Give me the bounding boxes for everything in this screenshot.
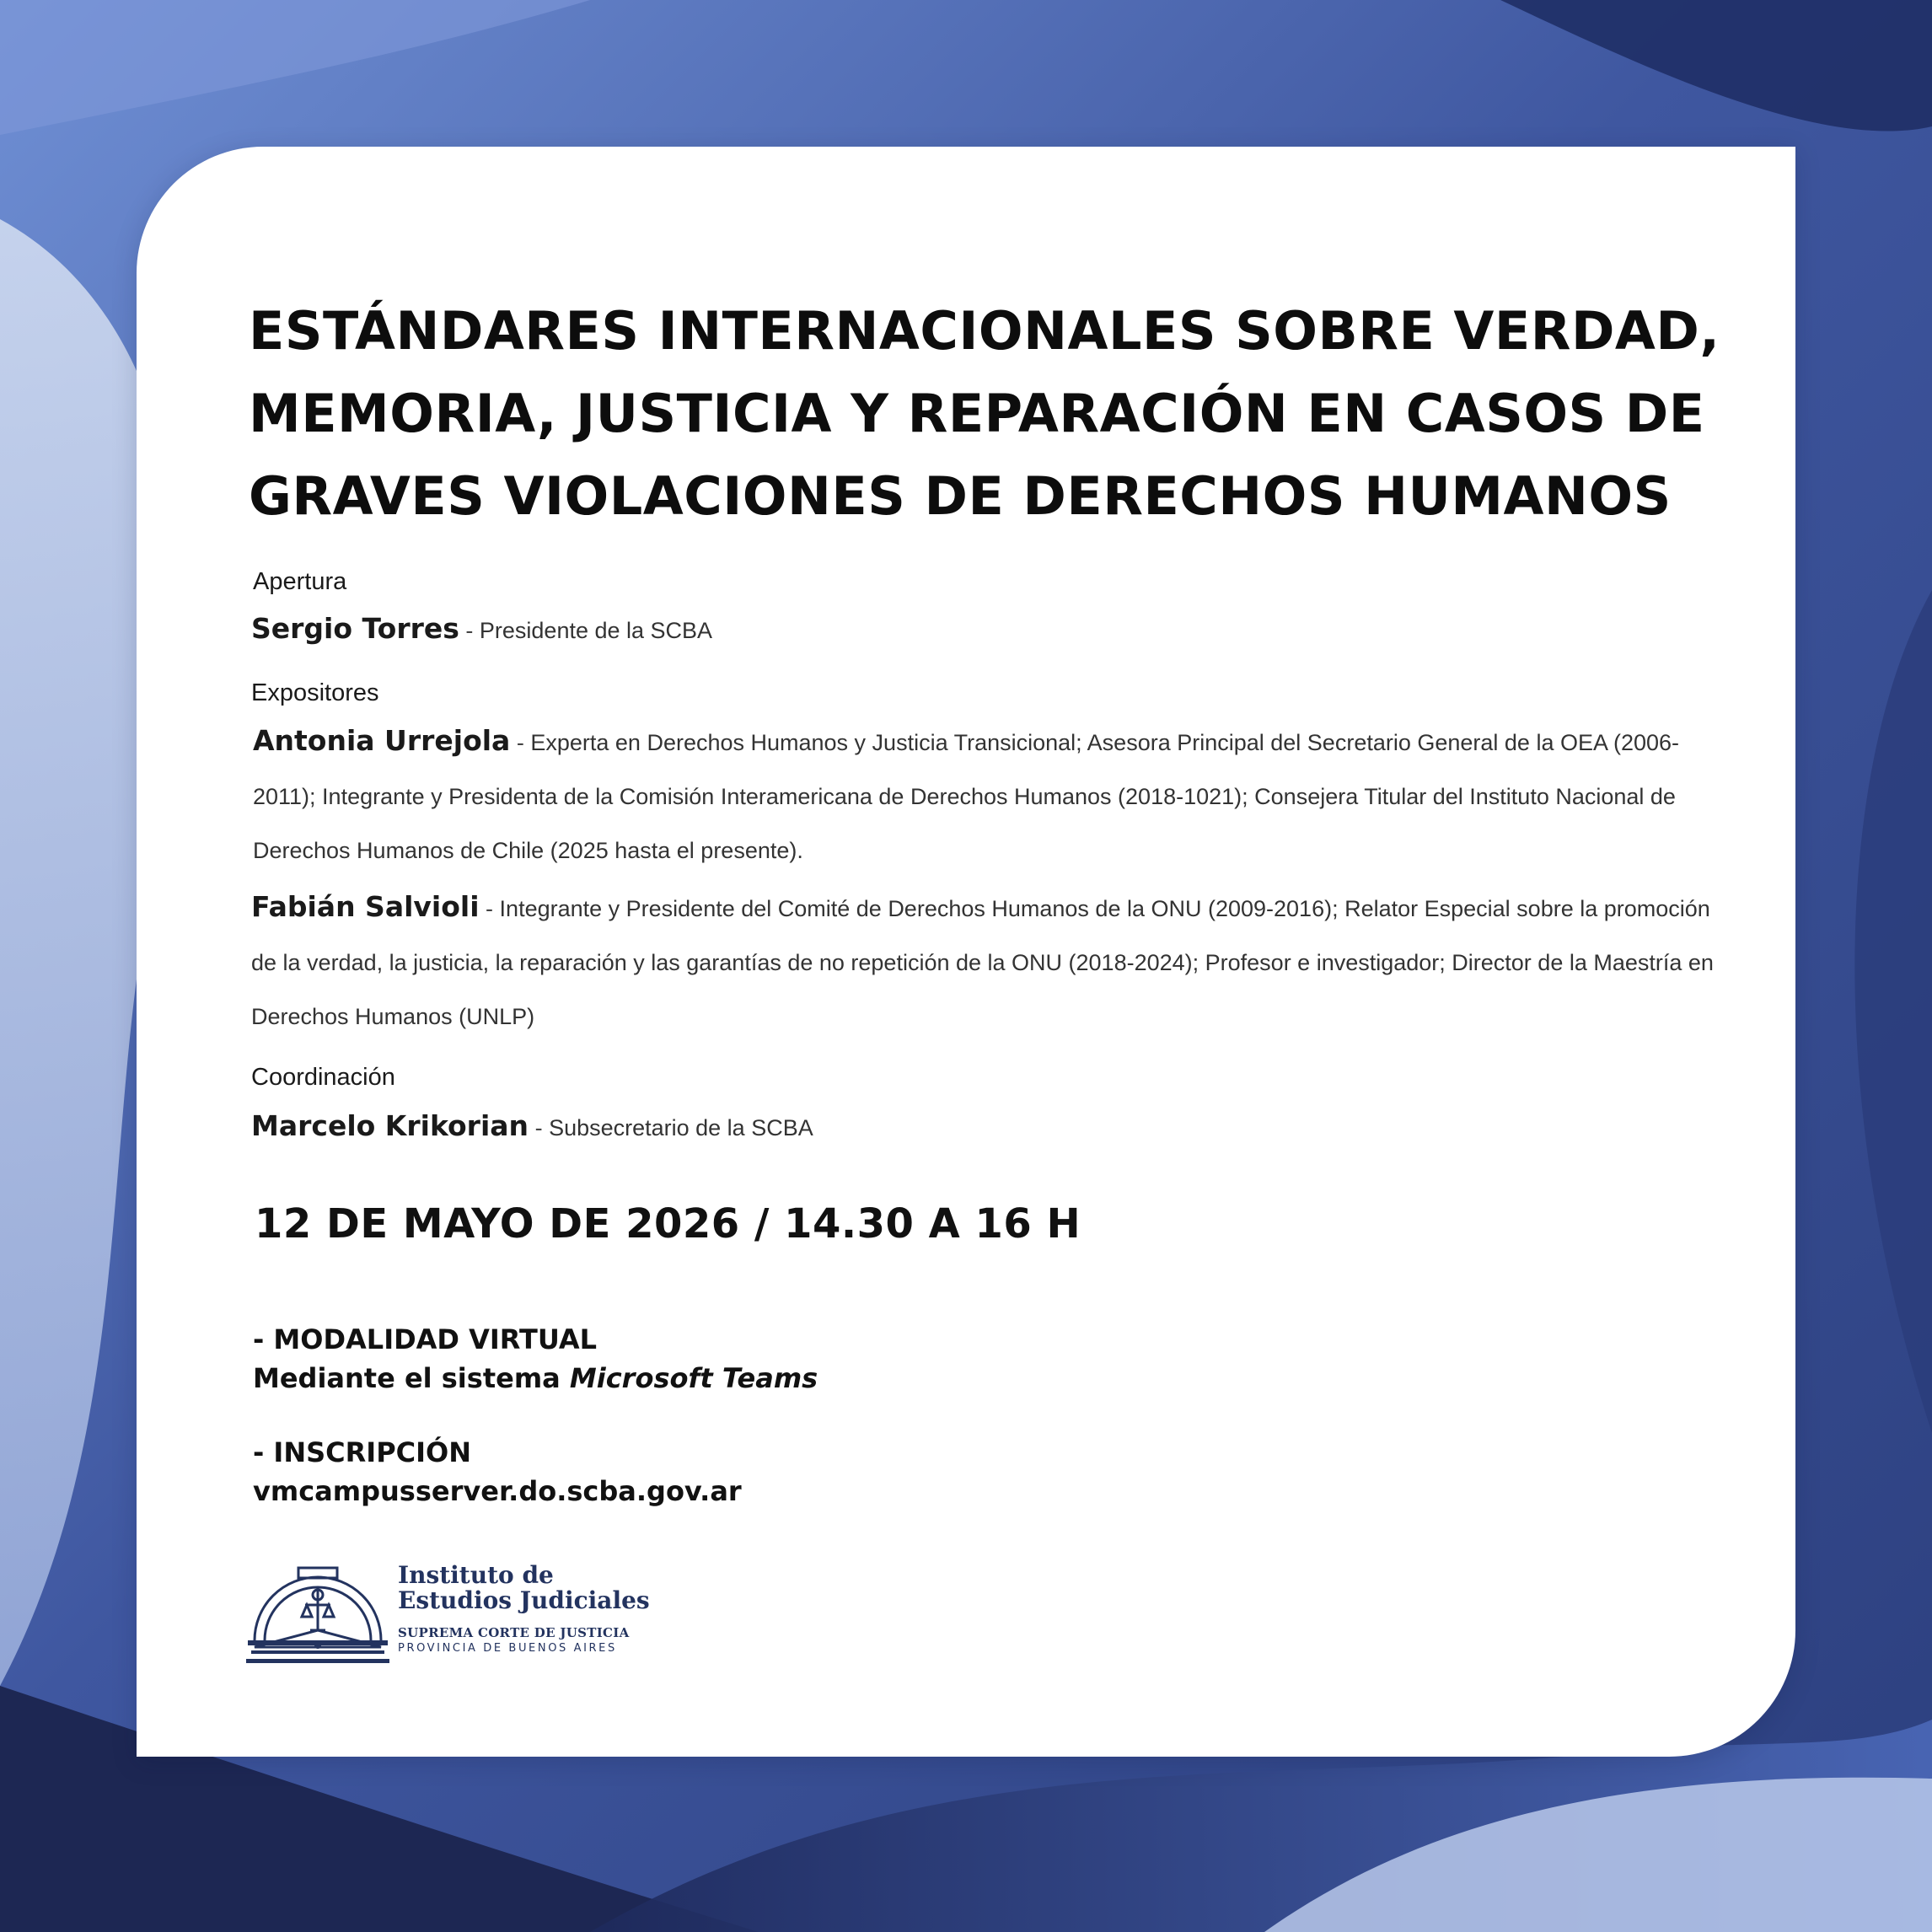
expositor-2: Fabián Salvioli - Integrante y Presidente del Comité de Derechos Humanos de la ONU (2009-2016); Relator Especial sobre la promoción de la verdad, la justicia, la reparación y las garantías de no repetición de la ONU (2018-2024); Profesor e investigador; Director de la Maestría en Derechos Humanos (UNLP) — [251, 890, 1714, 1029]
logo-line-3: SUPREMA CORTE DE JUSTICIA — [398, 1625, 630, 1640]
title-line-2: MEMORIA, JUSTICIA Y REPARACIÓN EN CASOS DE — [249, 383, 1705, 444]
inscripcion-heading: - INSCRIPCIÓN — [253, 1436, 472, 1468]
apertura-speaker: Sergio Torres - Presidente de la SCBA — [251, 612, 713, 645]
apertura-label: Apertura — [253, 568, 347, 595]
modalidad-heading: - MODALIDAD VIRTUAL — [253, 1323, 597, 1355]
inscripcion-link[interactable]: vmcampusserver.do.scba.gov.ar — [253, 1475, 742, 1507]
speaker-name: Marcelo Krikorian — [251, 1109, 529, 1142]
speaker-name: Fabián Salvioli — [251, 890, 480, 923]
courthouse-dome-icon — [246, 1563, 389, 1672]
institute-logo — [246, 1563, 651, 1672]
modalidad-text: Mediante el sistema Microsoft Teams — [253, 1362, 818, 1394]
expositores-label: Expositores — [251, 679, 379, 706]
modalidad-block — [253, 1320, 818, 1398]
speaker-name: Antonia Urrejola — [253, 724, 511, 757]
title-line-1: ESTÁNDARES INTERNACIONALES SOBRE VERDAD, — [249, 300, 1720, 362]
event-title — [249, 290, 1732, 538]
content-card — [137, 147, 1795, 1757]
platform-name: Microsoft Teams — [569, 1362, 818, 1394]
speaker-role: Subsecretario de la SCBA — [549, 1115, 813, 1140]
expositor-1: Antonia Urrejola - Experta en Derechos Humanos y Justicia Transicional; Asesora Principal del Secretario General de la OEA (2006-2011); Integrante y Presidenta de la Comisión Interamericana de Derechos Humanos (2018-1021); Consejera Titular del Instituto Nacional de Derechos Humanos de Chile (2025 hasta el presente). — [253, 724, 1680, 863]
logo-line-1: Instituto de — [398, 1561, 554, 1589]
event-date: 12 DE MAYO DE 2026 / 14.30 A 16 H — [255, 1200, 1081, 1248]
speaker-role: Presidente de la SCBA — [479, 618, 713, 643]
speaker-bio: Experta en Derechos Humanos y Justicia Transicional; Asesora Principal del Secretario General de la OEA (2006-2011); Integrante y Presidenta de la Comisión Interamericana de Derechos Humanos (2018-1021); Consejera Titular del Instituto Nacional de Derechos Humanos de Chile (2025 hasta el presente). — [253, 730, 1680, 863]
inscripcion-block — [253, 1433, 742, 1511]
speaker-bio: Integrante y Presidente del Comité de Derechos Humanos de la ONU (2009-2016); Relator Especial sobre la promoción de la verdad, la justicia, la reparación y las garantías de no repetición de la ONU (2018-2024); Profesor e investigador; Director de la Maestría en Derechos Humanos (UNLP) — [251, 896, 1714, 1029]
coordinacion-speaker: Marcelo Krikorian - Subsecretario de la SCBA — [251, 1109, 813, 1142]
logo-line-2: Estudios Judiciales — [398, 1586, 650, 1614]
speaker-name: Sergio Torres — [251, 612, 459, 645]
title-line-3: GRAVES VIOLACIONES DE DERECHOS HUMANOS — [249, 465, 1672, 527]
coordinacion-label: Coordinación — [251, 1064, 395, 1091]
logo-line-4: PROVINCIA DE BUENOS AIRES — [398, 1642, 617, 1655]
